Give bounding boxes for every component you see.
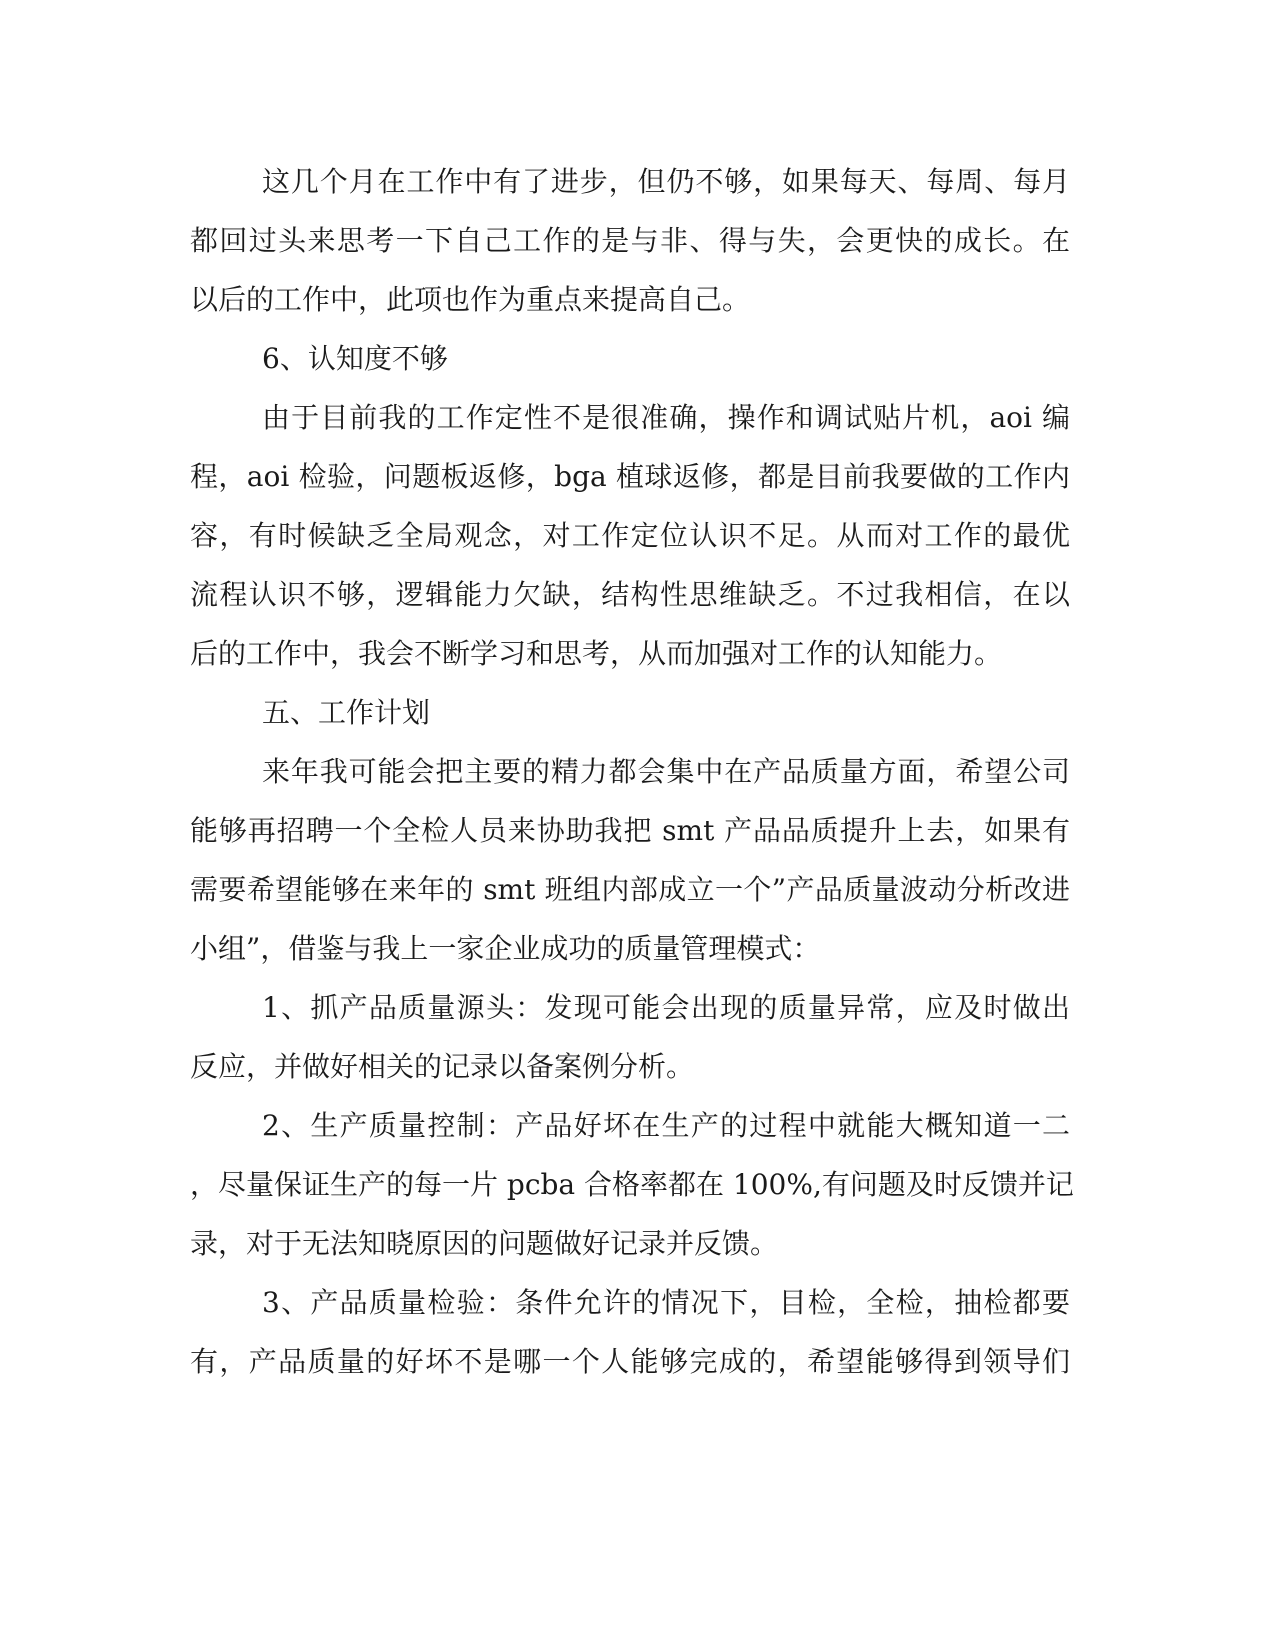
list-item: 1、抓产品质量源头：发现可能会出现的质量异常，应及时做出 <box>262 991 1070 1024</box>
text-line: 录，对于无法知晓原因的问题做好记录并反馈。 <box>190 1227 779 1260</box>
text-line: 来年我可能会把主要的精力都会集中在产品质量方面，希望公司 <box>262 755 1070 788</box>
text-line: 流程认识不够，逻辑能力欠缺，结构性思维缺乏。不过我相信，在以 <box>190 578 1070 611</box>
section-heading: 6、认知度不够 <box>262 342 448 375</box>
text-line: ，尽量保证生产的每一片 pcba 合格率都在 100%,有问题及时反馈并记 <box>190 1168 1074 1201</box>
text-line: 由于目前我的工作定性不是很准确，操作和调试贴片机，aoi 编 <box>262 401 1070 434</box>
text-line: 能够再招聘一个全检人员来协助我把 smt 产品品质提升上去，如果有 <box>190 814 1070 847</box>
text-line: 反应，并做好相关的记录以备案例分析。 <box>190 1050 695 1083</box>
text-line: 程，aoi 检验，问题板返修，bga 植球返修，都是目前我要做的工作内 <box>190 460 1070 493</box>
text-line: 后的工作中，我会不断学习和思考，从而加强对工作的认知能力。 <box>190 637 1003 670</box>
text-line: 以后的工作中，此项也作为重点来提高自己。 <box>190 283 751 316</box>
list-item: 2、生产质量控制：产品好坏在生产的过程中就能大概知道一二 <box>262 1109 1070 1142</box>
text-line: 小组”，借鉴与我上一家企业成功的质量管理模式： <box>190 932 821 965</box>
text-line: 这几个月在工作中有了进步，但仍不够，如果每天、每周、每月 <box>262 165 1070 198</box>
text-line: 需要希望能够在来年的 smt 班组内部成立一个”产品质量波动分析改进 <box>190 873 1070 906</box>
text-line: 容，有时候缺乏全局观念，对工作定位认识不足。从而对工作的最优 <box>190 519 1070 552</box>
section-heading: 五、工作计划 <box>262 696 431 729</box>
text-line: 都回过头来思考一下自己工作的是与非、得与失，会更快的成长。在 <box>190 224 1070 257</box>
text-line: 有，产品质量的好坏不是哪一个人能够完成的，希望能够得到领导们 <box>190 1345 1070 1378</box>
list-item: 3、产品质量检验：条件允许的情况下，目检，全检，抽检都要 <box>262 1286 1070 1319</box>
